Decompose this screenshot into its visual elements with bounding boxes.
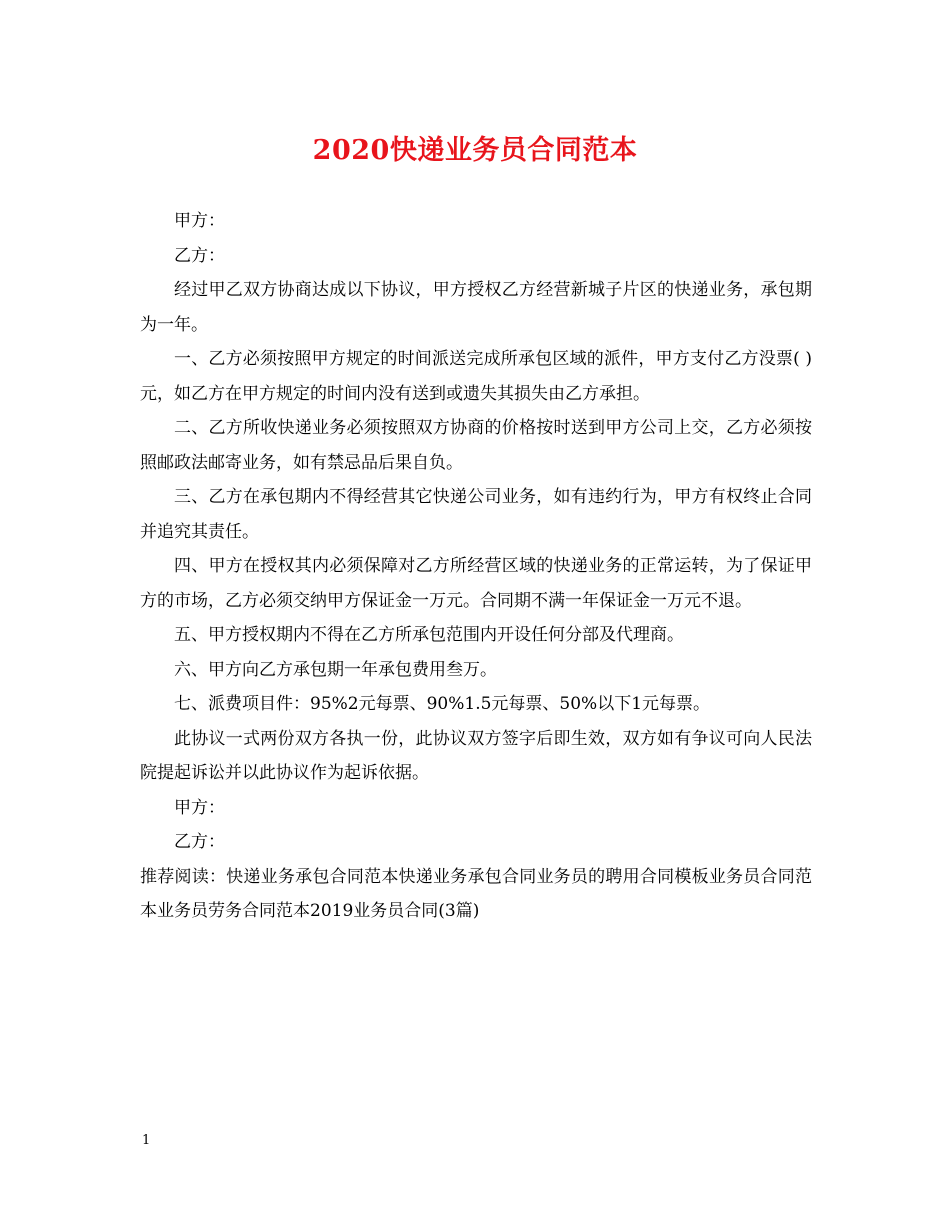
party-b-signature-label: 乙方：	[174, 832, 225, 852]
recommended-reading: 推荐阅读：快递业务承包合同范本快递业务承包合同业务员的聘用合同模板业务员合同范本业务员劳务合同范本2019业务员合同(3篇)	[140, 866, 812, 921]
clause-3: 三、乙方在承包期内不得经营其它快递公司业务，如有违约行为，甲方有权终止合同并追究其责任。	[140, 487, 812, 542]
document-title: 2020快递业务员合同范本	[312, 135, 638, 166]
clause-7: 七、派费项目件：95%2元每票、90%1.5元每票、50%以下1元每票。	[174, 694, 711, 714]
clause-2: 二、乙方所收快递业务必须按照双方协商的价格按时送到甲方公司上交，乙方必须按照邮政法邮寄业务，如有禁忌品后果自负。	[140, 418, 812, 473]
page-number: 1	[142, 1133, 151, 1148]
agreement-terms: 此协议一式两份双方各执一份，此协议双方签字后即生效，双方如有争议可向人民法院提起诉讼并以此协议作为起诉依据。	[140, 728, 812, 783]
clause-4: 四、甲方在授权其内必须保障对乙方所经营区域的快递业务的正常运转，为了保证甲方的市场，乙方必须交纳甲方保证金一万元。合同期不满一年保证金一万元不退。	[140, 556, 812, 611]
agreement-intro: 经过甲乙双方协商达成以下协议，甲方授权乙方经营新城子片区的快递业务，承包期为一年。	[140, 280, 812, 335]
party-a-signature-label: 甲方：	[174, 797, 225, 818]
party-b-label: 乙方：	[174, 245, 225, 266]
document-body	[140, 204, 812, 929]
party-a-label: 甲方：	[174, 211, 225, 231]
clause-1: 一、乙方必须按照甲方规定的时间派送完成所承包区域的派件，甲方支付乙方没票( )元，如乙方在甲方规定的时间内没有送到或遗失其损失由乙方承担。	[140, 349, 812, 404]
clause-6: 六、甲方向乙方承包期一年承包费用叁万。	[174, 659, 497, 680]
clause-5: 五、甲方授权期内不得在乙方所承包范围内开设任何分部及代理商。	[174, 625, 684, 645]
